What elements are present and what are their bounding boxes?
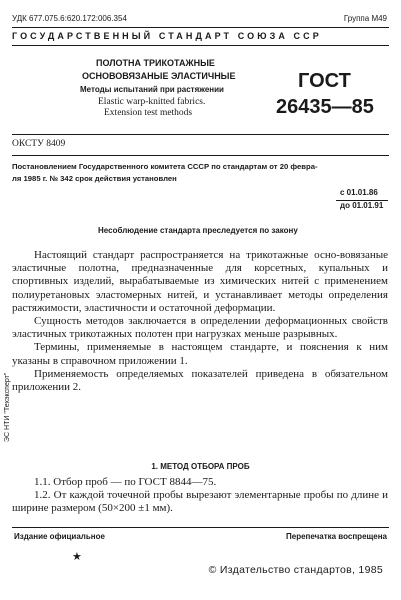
item-1-1: 1.1. Отбор проб — по ГОСТ 8844—75. — [34, 476, 217, 488]
paragraph-scope: Настоящий стандарт распространяется на трикотажные осно-вовязаные эластичные полотна, предназначенные для корсетных, купальных и спортивных изделий, вырабатываемые из химических нитей с применением полиуретановых эластомерных нитей, и устанавливает методы определения растяжимости, эластичности и остаточной деформации. — [12, 249, 388, 314]
title-line-1: ПОЛОТНА ТРИКОТАЖНЫЕ — [96, 58, 215, 68]
reprint-prohibited: Перепечатка воспрещена — [286, 532, 387, 541]
enforcement-notice: Несоблюдение стандарта преследуется по закону — [98, 226, 298, 235]
validity-from: с 01.01.86 — [340, 188, 378, 197]
top-divider — [12, 27, 389, 28]
paragraph-applicability: Применяемость определяемых показателей приведена в обязательном приложении 2. — [12, 367, 388, 394]
section-items — [12, 476, 388, 516]
star-icon: ★ — [72, 551, 82, 563]
validity-to: до 01.01.91 — [340, 201, 384, 210]
section-heading: 1. МЕТОД ОТБОРА ПРОБ — [151, 462, 250, 471]
title-divider — [12, 134, 389, 135]
title-line-2: ОСНОВОВЯЗАНЫЕ ЭЛАСТИЧНЫЕ — [82, 71, 236, 81]
heading-divider — [12, 45, 389, 46]
side-stamp: ЭС НТИ "Техэксперт" — [4, 372, 11, 442]
title-line-3: Методы испытаний при растяжении — [80, 85, 224, 94]
gost-number: 26435—85 — [276, 96, 374, 118]
copyright: © Издательство стандартов, 1985 — [208, 564, 383, 576]
group-code: Группа М49 — [343, 14, 387, 23]
decree-line-2: ля 1985 г. № 342 срок действия установлен — [12, 174, 177, 183]
udc-code: УДК 677.075.6:620.172:006.354 — [12, 14, 127, 23]
okstu-code: ОКСТУ 8409 — [12, 139, 66, 149]
state-standard-heading: ГОСУДАРСТВЕННЫЙ СТАНДАРТ СОЮЗА ССР — [12, 31, 322, 41]
footer-divider — [12, 527, 389, 528]
official-edition: Издание официальное — [14, 532, 105, 541]
paragraph-terms: Термины, применяемые в настоящем стандарте, и пояснения к ним указаны в справочном приложении 1. — [12, 341, 388, 367]
title-english-2: Extension test methods — [104, 108, 193, 118]
item-1-2: 1.2. От каждой точечной пробы вырезают элементарные пробы по длине и ширине размером (50×200 ±1 мм). — [12, 489, 388, 515]
decree-line-1: Постановлением Государственного комитета СССР по стандартам от 20 февра- — [12, 162, 318, 171]
intro-paragraphs — [12, 249, 388, 394]
okstu-divider — [12, 155, 389, 156]
paragraph-essence: Сущность методов заключается в определении деформационных свойств эластичных трикотажных полотен при нагрузках меньше разрывных. — [12, 315, 388, 341]
title-english-1: Elastic warp-knitted fabrics. — [98, 97, 206, 107]
gost-label: ГОСТ — [298, 70, 351, 92]
